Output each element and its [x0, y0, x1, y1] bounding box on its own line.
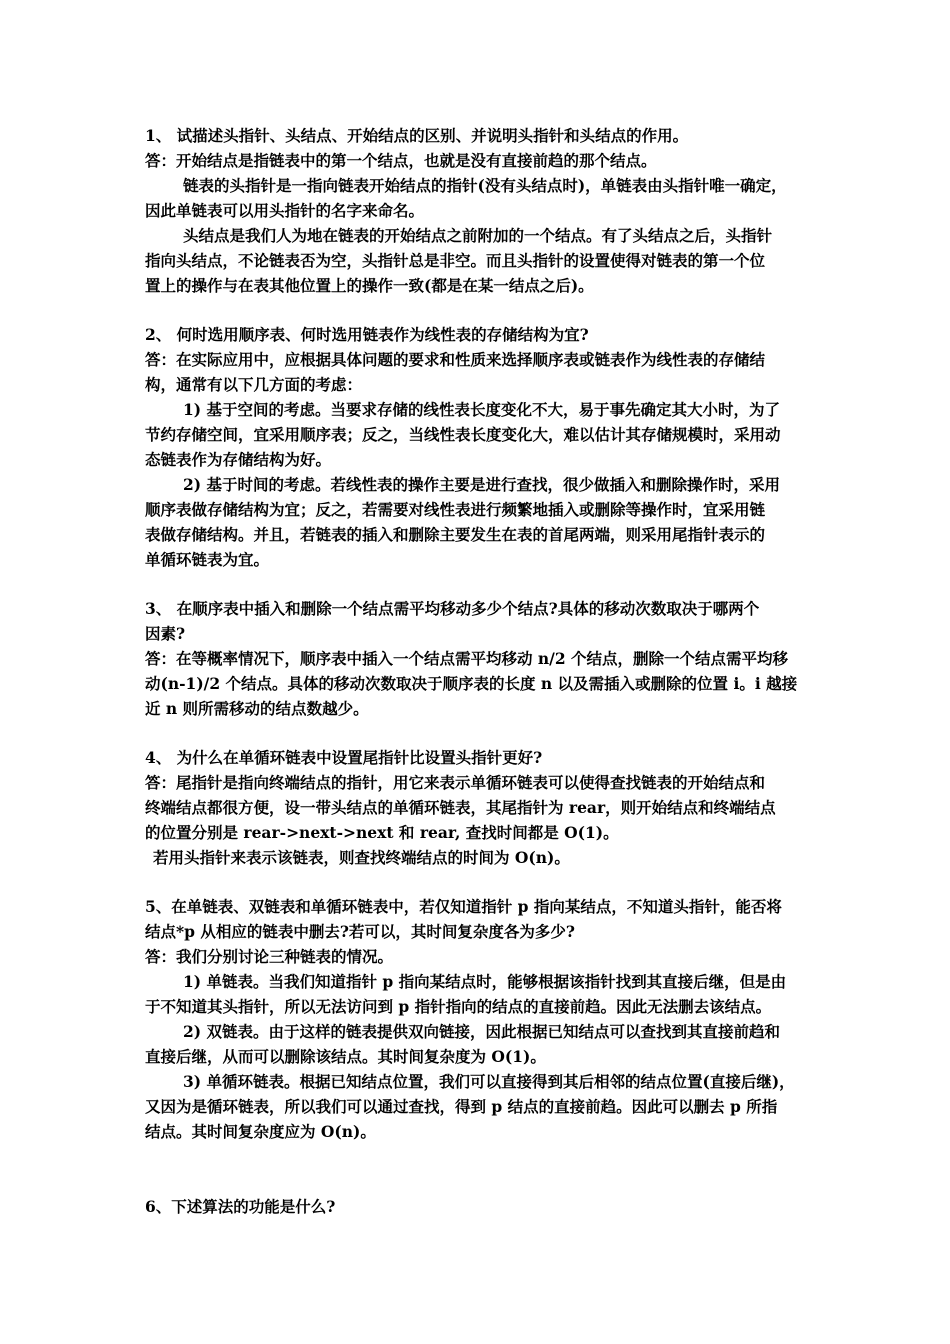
question-3-title-line: 3、 在顺序表中插入和删除一个结点需平均移动多少个结点?具体的移动次数取决于哪两个 [145, 599, 760, 618]
question-3-answer-line: 答：在等概率情况下，顺序表中插入一个结点需平均移动 n/2 个结点，删除一个结点需平均移 [145, 649, 789, 668]
question-4 [145, 745, 815, 870]
question-5 [145, 894, 815, 1144]
question-2-point2-line: 表做存储结构。并且，若链表的插入和删除主要发生在表的首尾两端，则采用尾指针表示的 [145, 525, 766, 544]
question-1-para3-line: 头结点是我们人为地在链表的开始结点之前附加的一个结点。有了头结点之后，头指针 [183, 226, 773, 245]
document-body [145, 123, 815, 1219]
question-1-para2-line: 链表的头指针是一指向链表开始结点的指针(没有头结点时)，单链表由头指针唯一确定， [183, 176, 787, 195]
question-4-answer-line: 的位置分别是 rear->next->next 和 rear, 查找时间都是 O(1)。 [145, 823, 619, 842]
question-6 [145, 1194, 815, 1219]
question-2-point2-line: 顺序表做存储结构为宜；反之，若需要对线性表进行频繁地插入或删除等操作时，宜采用链 [145, 500, 766, 519]
question-2-point2-line: 单循环链表为宜。 [145, 550, 270, 569]
question-5-case1-line: 1) 单链表。当我们知道指针 p 指向某结点时，能够根据该指针找到其直接后继，但是由 [183, 972, 787, 991]
spacer [145, 1144, 815, 1194]
question-2-point2-line: 2) 基于时间的考虑。若线性表的操作主要是进行查找，很少做插入和删除操作时，采用 [183, 475, 781, 494]
spacer [145, 870, 815, 894]
question-1-para2-line: 因此单链表可以用头指针的名字来命名。 [145, 201, 425, 220]
question-2-answer-line: 构，通常有以下几方面的考虑： [145, 375, 363, 394]
question-5-case3-line: 又因为是循环链表，所以我们可以通过查找，得到 p 结点的直接前趋。因此可以删去 p 所指 [145, 1097, 778, 1116]
spacer [145, 721, 815, 745]
question-5-case2-line: 2) 双链表。由于这样的链表提供双向链接，因此根据已知结点可以查找到其直接前趋和 [183, 1022, 781, 1041]
question-5-case2-line: 直接后继，从而可以删除该结点。其时间复杂度为 O(1)。 [145, 1047, 546, 1066]
question-2-answer-line: 答：在实际应用中，应根据具体问题的要求和性质来选择顺序表或链表作为线性表的存储结 [145, 350, 766, 369]
question-1-para3-line: 置上的操作与在表其他位置上的操作一致(都是在某一结点之后)。 [145, 276, 594, 295]
question-5-case3-line: 结点。其时间复杂度应为 O(n)。 [145, 1122, 376, 1141]
question-2-point1-line: 节约存储空间，宜采用顺序表；反之，当线性表长度变化大，难以估计其存储规模时，采用动 [145, 425, 781, 444]
question-4-title: 4、 为什么在单循环链表中设置尾指针比设置头指针更好? [145, 748, 543, 767]
question-2 [145, 322, 815, 572]
question-1 [145, 123, 815, 298]
question-5-title-line: 5、在单链表、双链表和单循环链表中，若仅知道指针 p 指向某结点，不知道头指针，能否将 [145, 897, 782, 916]
question-2-title: 2、 何时选用顺序表、何时选用链表作为线性表的存储结构为宜? [145, 325, 589, 344]
question-5-title-line: 结点*p 从相应的链表中删去?若可以，其时间复杂度各为多少? [145, 922, 576, 941]
question-2-point1-line: 态链表作为存储结构为好。 [145, 450, 332, 469]
question-5-answer-line: 答：我们分别讨论三种链表的情况。 [145, 947, 394, 966]
question-5-case1-line: 于不知道其头指针，所以无法访问到 p 指针指向的结点的直接前趋。因此无法删去该结点。 [145, 997, 772, 1016]
question-6-title: 6、下述算法的功能是什么? [145, 1197, 336, 1216]
spacer [145, 572, 815, 596]
question-1-answer-line: 答：开始结点是指链表中的第一个结点，也就是没有直接前趋的那个结点。 [145, 151, 657, 170]
question-4-extra-line: 若用头指针来表示该链表，则查找终端结点的时间为 O(n)。 [153, 848, 570, 867]
question-3 [145, 596, 815, 721]
question-2-point1-line: 1) 基于空间的考虑。当要求存储的线性表长度变化不大，易于事先确定其大小时，为了 [183, 400, 781, 419]
question-5-case3-line: 3) 单循环链表。根据已知结点位置，我们可以直接得到其后相邻的结点位置(直接后继)， [183, 1072, 795, 1091]
question-3-answer-line: 动(n-1)/2 个结点。具体的移动次数取决于顺序表的长度 n 以及需插入或删除的位置 i。i 越接 [145, 674, 798, 693]
question-4-answer-line: 终端结点都很方便，设一带头结点的单循环链表，其尾指针为 rear，则开始结点和终端结点 [145, 798, 776, 817]
question-1-para3-line: 指向头结点，不论链表否为空，头指针总是非空。而且头指针的设置使得对链表的第一个位 [145, 251, 766, 270]
question-3-title-line: 因素? [145, 624, 186, 643]
question-1-title: 1、 试描述头指针、头结点、开始结点的区别、并说明头指针和头结点的作用。 [145, 126, 689, 145]
spacer [145, 298, 815, 322]
question-4-answer-line: 答：尾指针是指向终端结点的指针，用它来表示单循环链表可以使得查找链表的开始结点和 [145, 773, 766, 792]
question-3-answer-line: 近 n 则所需移动的结点数越少。 [145, 699, 369, 718]
